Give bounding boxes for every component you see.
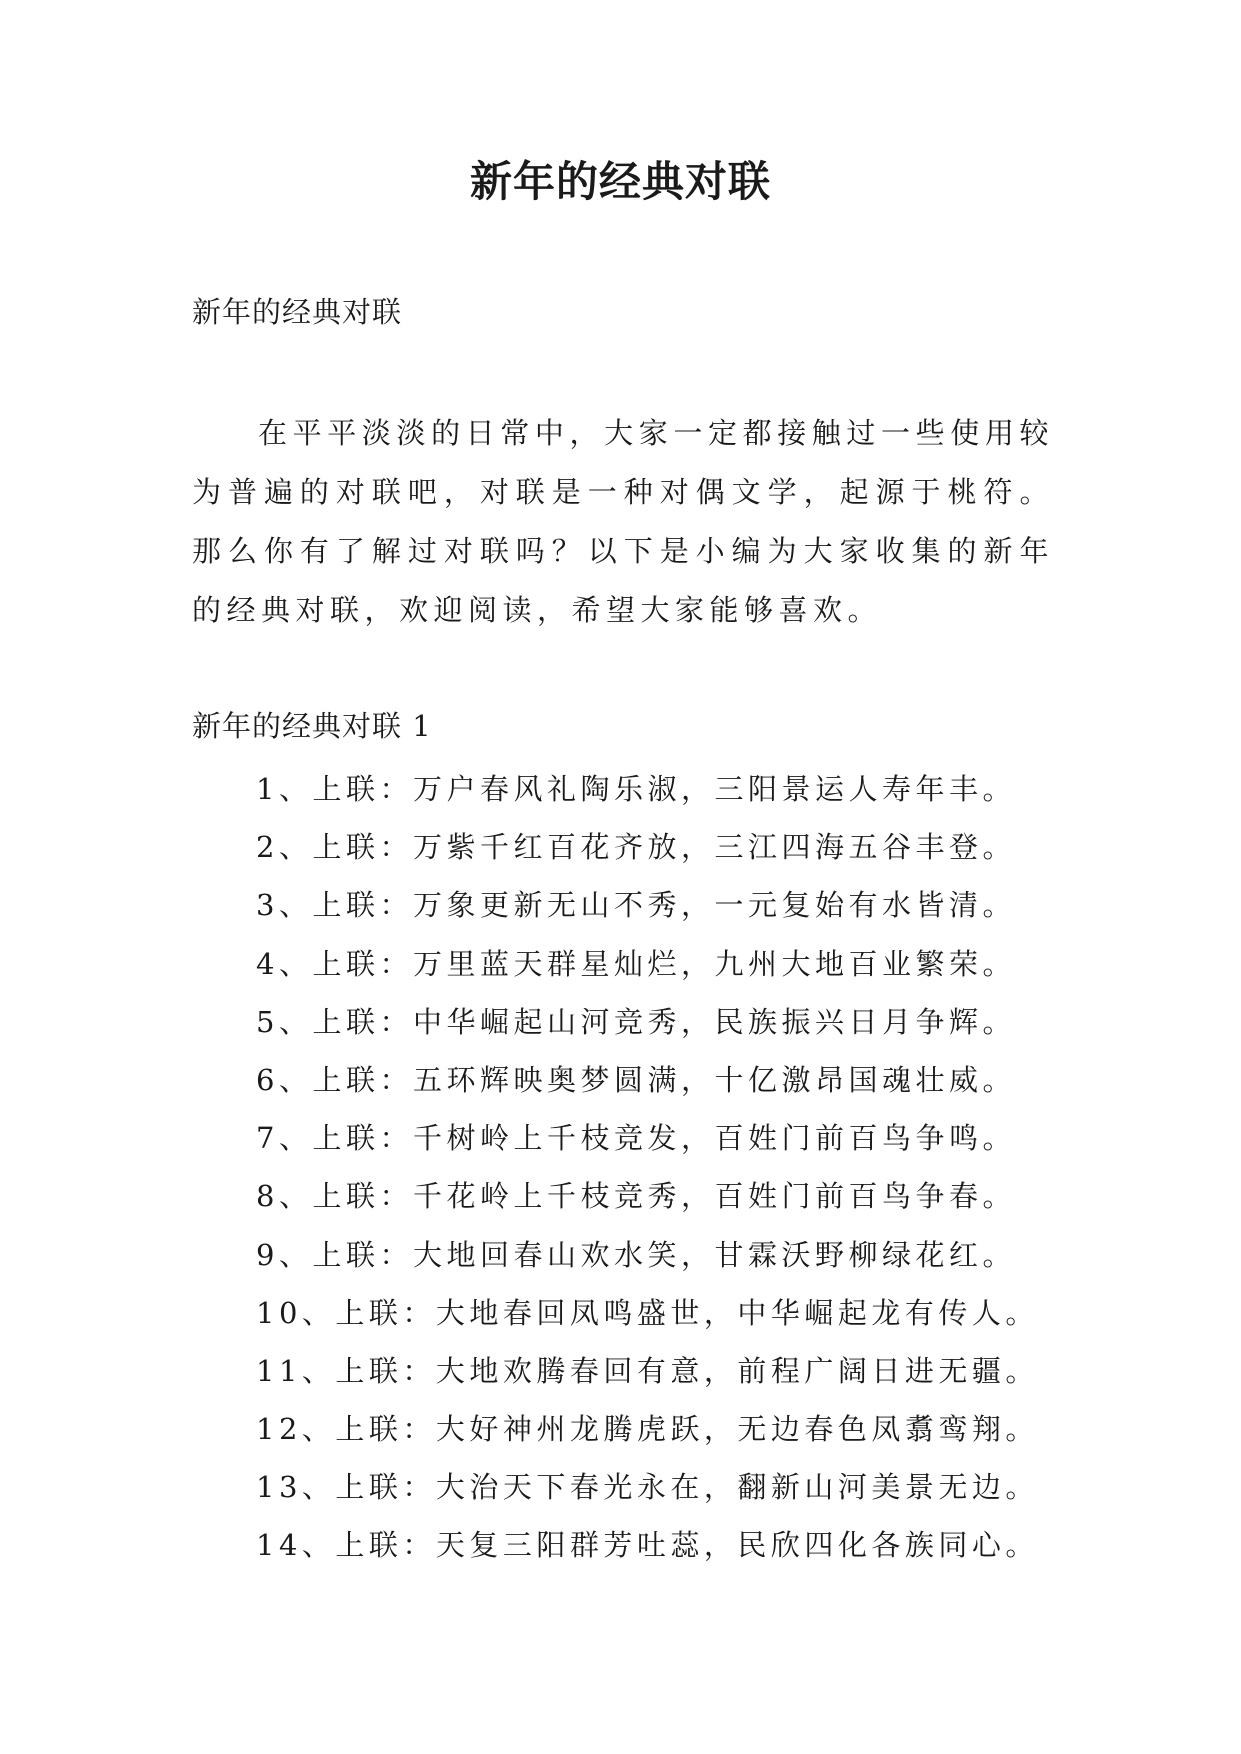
- section-heading: 新年的经典对联 1: [192, 709, 432, 743]
- couplet-item: 4、上联：万里蓝天群星灿烂，九州大地百业繁荣。: [256, 946, 1016, 981]
- couplet-item: 9、上联：大地回春山欢水笑，甘霖沃野柳绿花红。: [256, 1237, 1016, 1272]
- couplet-list: [256, 760, 1039, 1575]
- couplet-item: 13、上联：大治天下春光永在，翻新山河美景无边。: [256, 1470, 1039, 1505]
- document-title: 新年的经典对联: [469, 157, 771, 206]
- couplet-item: 5、上联：中华崛起山河竞秀，民族振兴日月争辉。: [256, 1004, 1016, 1039]
- couplet-item: 8、上联：千花岭上千枝竞秀，百姓门前百鸟争春。: [256, 1179, 1016, 1214]
- couplet-item: 1、上联：万户春风礼陶乐淑，三阳景运人寿年丰。: [256, 772, 1016, 806]
- couplet-item: 10、上联：大地春回凤鸣盛世，中华崛起龙有传人。: [256, 1295, 1039, 1330]
- intro-paragraph: 在平平淡淡的日常中，大家一定都接触过一些使用较为普遍的对联吧，对联是一种对偶文学，起源于桃符。那么你有了解过对联吗？以下是小编为大家收集的新年的经典对联，欢迎阅读，希望大家能够喜欢。: [192, 416, 1054, 627]
- document-subtitle: 新年的经典对联: [192, 295, 403, 329]
- couplet-item: 7、上联：千树岭上千枝竞发，百姓门前百鸟争鸣。: [256, 1121, 1016, 1156]
- couplet-item: 12、上联：大好神州龙腾虎跃，无边春色凤翥鸾翔。: [256, 1412, 1039, 1447]
- couplet-item: 2、上联：万紫千红百花齐放，三江四海五谷丰登。: [256, 830, 1016, 865]
- couplet-item: 14、上联：天复三阳群芳吐蕊，民欣四化各族同心。: [256, 1528, 1039, 1563]
- couplet-item: 11、上联：大地欢腾春回有意，前程广阔日进无疆。: [256, 1353, 1039, 1388]
- couplet-item: 3、上联：万象更新无山不秀，一元复始有水皆清。: [256, 888, 1016, 923]
- couplet-item: 6、上联：五环辉映奥梦圆满，十亿激昂国魂壮威。: [256, 1062, 1016, 1097]
